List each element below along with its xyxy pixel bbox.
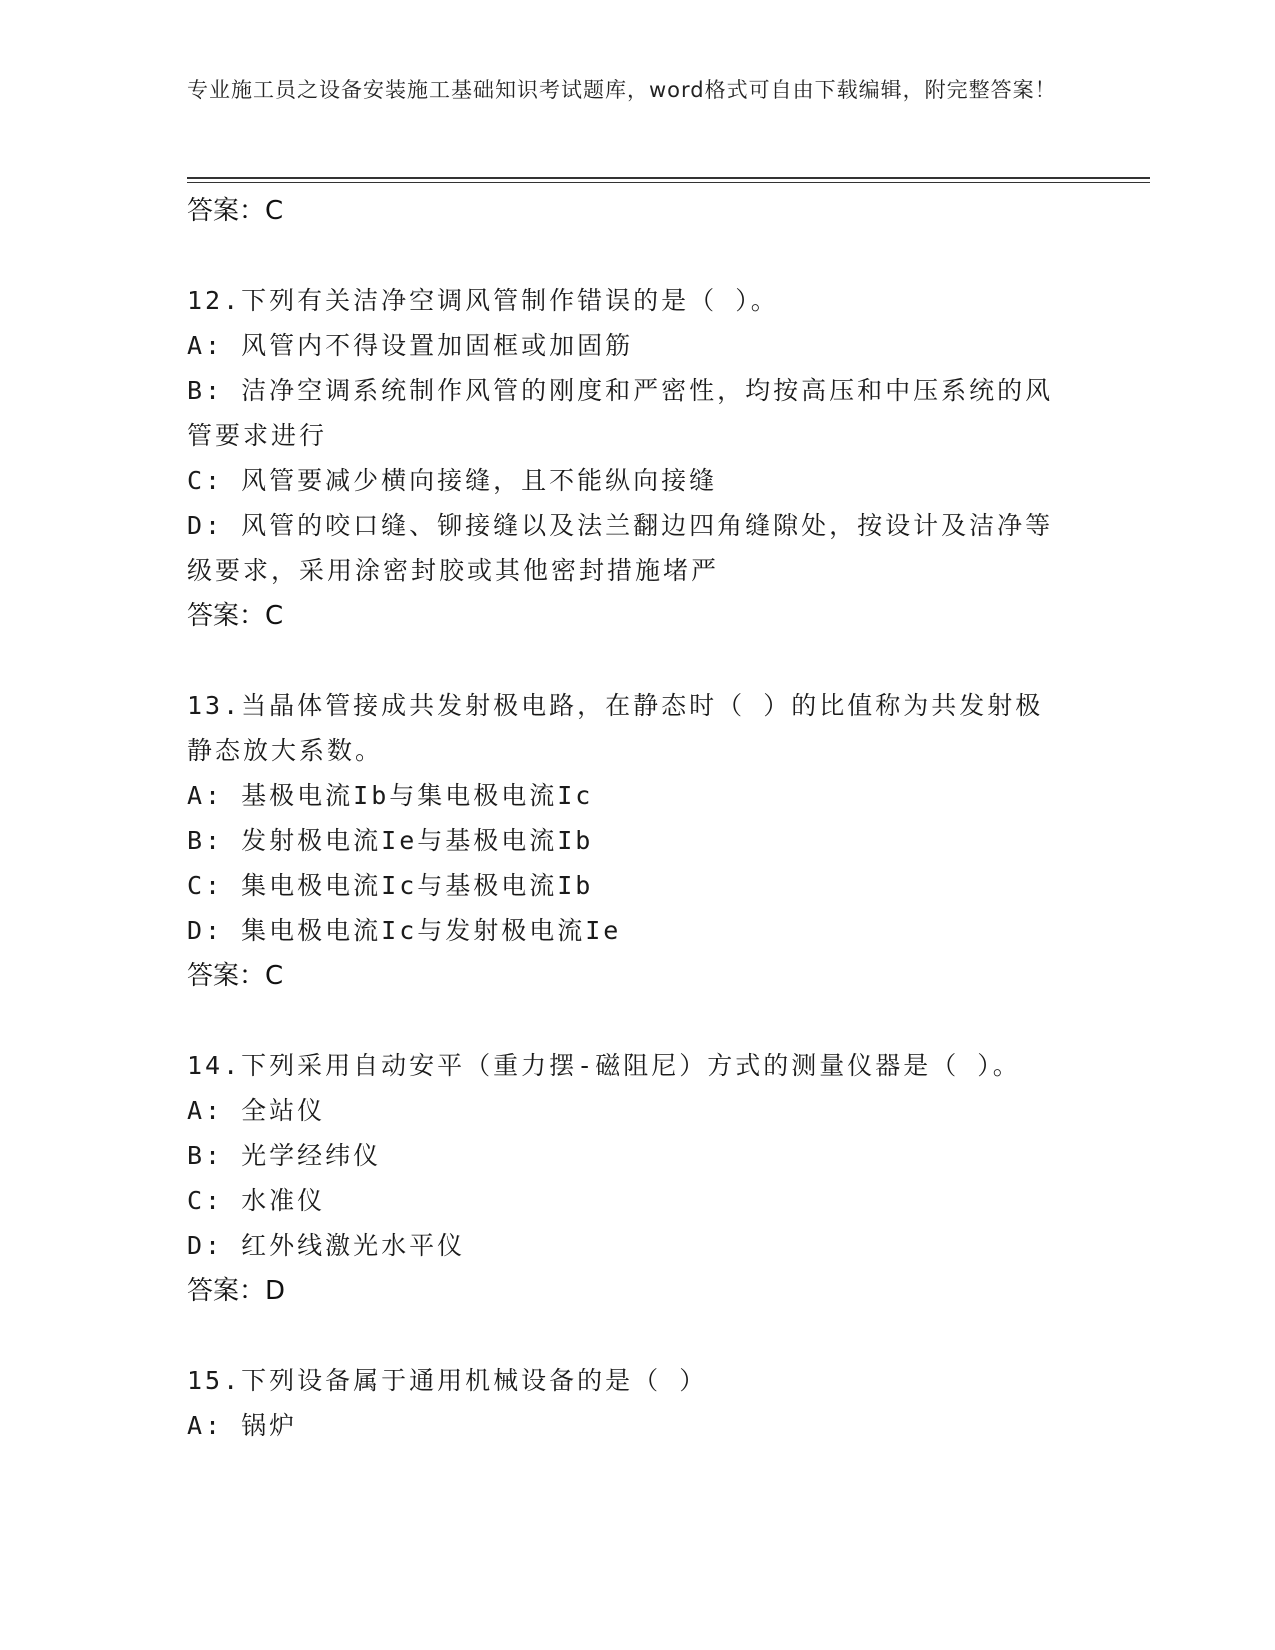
spacer <box>187 1314 1087 1358</box>
option-b: B: 洁净空调系统制作风管的刚度和严密性，均按高压和中压系统的风 <box>187 376 1054 405</box>
option-c: C: 集电极电流Ic与基极电流Ib <box>187 871 594 900</box>
question-block <box>187 278 1087 639</box>
question-block <box>187 683 1087 999</box>
page-header: 专业施工员之设备安装施工基础知识考试题库，word格式可自由下载编辑，附完整答案！ <box>187 78 1057 102</box>
option-a: A: 全站仪 <box>187 1096 326 1125</box>
question-stem: 14.下列采用自动安平（重力摆-磁阻尼）方式的测量仪器是（ ）。 <box>187 1051 1021 1080</box>
option-a: A: 风管内不得设置加固框或加固筋 <box>187 331 634 360</box>
option-d: D: 红外线激光水平仪 <box>187 1231 466 1260</box>
answer-line: 答案：C <box>187 961 284 991</box>
option-a: A: 基极电流Ib与集电极电流Ic <box>187 781 594 810</box>
question-stem-continued: 静态放大系数。 <box>187 736 384 765</box>
question-list <box>187 188 1087 1448</box>
option-b-continued: 管要求进行 <box>187 421 328 450</box>
option-d-continued: 级要求，采用涂密封胶或其他密封措施堵严 <box>187 556 720 585</box>
question-stem: 12.下列有关洁净空调风管制作错误的是（ ）。 <box>187 286 779 315</box>
option-c: C: 风管要减少横向接缝，且不能纵向接缝 <box>187 466 718 495</box>
question-stem: 13.当晶体管接成共发射极电路，在静态时（ ）的比值称为共发射极 <box>187 691 1044 720</box>
spacer <box>187 639 1087 683</box>
question-block <box>187 1358 1087 1448</box>
option-d: D: 集电极电流Ic与发射极电流Ie <box>187 916 622 945</box>
option-c: C: 水准仪 <box>187 1186 326 1215</box>
question-stem: 15.下列设备属于通用机械设备的是（ ） <box>187 1366 708 1395</box>
header-divider-thick <box>187 177 1150 179</box>
option-b: B: 光学经纬仪 <box>187 1141 382 1170</box>
spacer <box>187 234 1087 278</box>
answer-line: 答案：C <box>187 601 284 631</box>
option-d: D: 风管的咬口缝、铆接缝以及法兰翻边四角缝隙处，按设计及洁净等 <box>187 511 1054 540</box>
spacer <box>187 999 1087 1043</box>
option-a: A: 锅炉 <box>187 1411 298 1440</box>
header-divider-thin <box>187 182 1150 183</box>
option-b: B: 发射极电流Ie与基极电流Ib <box>187 826 594 855</box>
answer-line: 答案：D <box>187 1276 286 1306</box>
answer-line: 答案：C <box>187 196 284 226</box>
question-block <box>187 1043 1087 1314</box>
